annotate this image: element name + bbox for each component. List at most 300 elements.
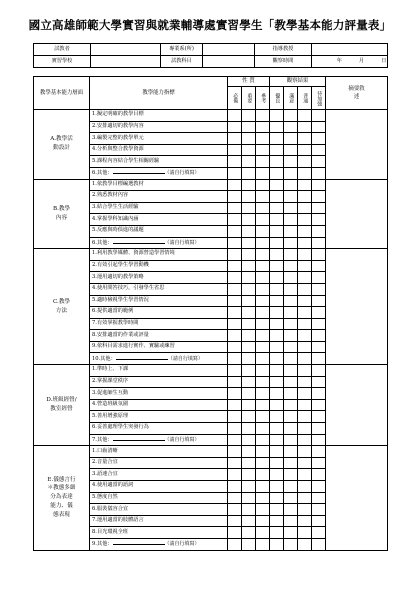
rating-cell[interactable] [284, 423, 298, 435]
nature-header: 性 質 [228, 77, 270, 87]
rating-cell[interactable] [256, 365, 270, 377]
rating-cell[interactable] [228, 515, 242, 527]
rating-cell[interactable] [312, 133, 326, 145]
notes-cell[interactable] [326, 110, 388, 180]
rating-cell[interactable] [312, 341, 326, 353]
rating-cell[interactable] [284, 214, 298, 226]
rating-cell[interactable] [270, 133, 284, 145]
rating-cell[interactable] [242, 423, 256, 435]
rating-cell[interactable] [256, 388, 270, 400]
rating-cell[interactable] [256, 353, 270, 365]
rating-cell[interactable] [242, 527, 256, 539]
rating-cell[interactable] [270, 423, 284, 435]
rating-cell[interactable] [284, 191, 298, 203]
rating-cell[interactable] [270, 202, 284, 214]
rating-cell[interactable] [284, 237, 298, 249]
rating-cell[interactable] [284, 249, 298, 261]
rating-cell[interactable] [298, 504, 312, 516]
rating-cell[interactable] [242, 283, 256, 295]
rating-cell[interactable] [256, 179, 270, 191]
other-fill-line[interactable] [116, 355, 168, 360]
rating-cell[interactable] [270, 446, 284, 458]
rating-cell[interactable] [242, 214, 256, 226]
rating-cell[interactable] [256, 307, 270, 319]
rating-cell[interactable] [256, 110, 270, 122]
rating-cell[interactable] [298, 272, 312, 284]
rating-cell[interactable] [228, 110, 242, 122]
rating-cell[interactable] [298, 446, 312, 458]
rating-cell[interactable] [270, 214, 284, 226]
rating-cell[interactable] [270, 411, 284, 423]
rating-cell[interactable] [256, 481, 270, 493]
rating-cell[interactable] [312, 457, 326, 469]
rating-cell[interactable] [242, 388, 256, 400]
dept-label: 專業系(所) [161, 44, 203, 56]
rating-cell[interactable] [298, 191, 312, 203]
rating-cell[interactable] [256, 492, 270, 504]
rating-cell[interactable] [312, 214, 326, 226]
col-header-0: 必備 [228, 87, 242, 110]
rating-cell[interactable] [256, 144, 270, 156]
rating-cell[interactable] [298, 167, 312, 179]
rating-cell[interactable] [228, 191, 242, 203]
rating-cell[interactable] [256, 249, 270, 261]
rating-cell[interactable] [312, 156, 326, 168]
indicator-item: 8.安排適當的作業或評量 [90, 330, 228, 342]
rating-cell[interactable] [298, 376, 312, 388]
rating-cell[interactable] [312, 121, 326, 133]
rating-cell[interactable] [256, 411, 270, 423]
rating-cell[interactable] [256, 214, 270, 226]
rating-cell[interactable] [298, 527, 312, 539]
rating-cell[interactable] [298, 237, 312, 249]
rating-cell[interactable] [298, 318, 312, 330]
rating-cell[interactable] [298, 538, 312, 550]
rating-cell[interactable] [228, 376, 242, 388]
rating-cell[interactable] [284, 353, 298, 365]
rating-cell[interactable] [228, 388, 242, 400]
rating-cell[interactable] [284, 179, 298, 191]
rating-cell[interactable] [242, 167, 256, 179]
rating-cell[interactable] [284, 144, 298, 156]
rating-cell[interactable] [270, 527, 284, 539]
rating-cell[interactable] [298, 411, 312, 423]
rating-cell[interactable] [228, 237, 242, 249]
rating-cell[interactable] [228, 249, 242, 261]
rating-cell[interactable] [242, 341, 256, 353]
rating-cell[interactable] [228, 307, 242, 319]
rating-cell[interactable] [228, 527, 242, 539]
rating-cell[interactable] [256, 469, 270, 481]
rating-cell[interactable] [228, 492, 242, 504]
rating-cell[interactable] [242, 399, 256, 411]
advisor-label: 指導教授 [255, 44, 312, 56]
rating-cell[interactable] [242, 365, 256, 377]
rating-cell[interactable] [298, 260, 312, 272]
rating-cell[interactable] [284, 133, 298, 145]
rating-cell[interactable] [228, 214, 242, 226]
rating-cell[interactable] [298, 515, 312, 527]
rating-cell[interactable] [228, 133, 242, 145]
rating-cell[interactable] [256, 318, 270, 330]
rating-cell[interactable] [256, 191, 270, 203]
rating-cell[interactable] [242, 515, 256, 527]
rating-cell[interactable] [312, 249, 326, 261]
rating-cell[interactable] [270, 481, 284, 493]
rating-cell[interactable] [284, 121, 298, 133]
rating-cell[interactable] [312, 202, 326, 214]
col-header-5: 普通 [298, 87, 312, 110]
rating-cell[interactable] [242, 492, 256, 504]
rating-cell[interactable] [312, 504, 326, 516]
rating-cell[interactable] [312, 283, 326, 295]
rating-cell[interactable] [256, 260, 270, 272]
rating-cell[interactable] [312, 434, 326, 446]
rating-cell[interactable] [298, 365, 312, 377]
rating-cell[interactable] [298, 133, 312, 145]
other-fill-line[interactable] [113, 540, 165, 545]
rating-cell[interactable] [298, 214, 312, 226]
rating-cell[interactable] [298, 492, 312, 504]
rating-cell[interactable] [256, 434, 270, 446]
col-header-3: 優良 [270, 87, 284, 110]
rating-cell[interactable] [298, 399, 312, 411]
rating-cell[interactable] [242, 272, 256, 284]
rating-cell[interactable] [312, 481, 326, 493]
rating-cell[interactable] [228, 272, 242, 284]
dept-field[interactable] [203, 44, 255, 56]
rating-cell[interactable] [242, 191, 256, 203]
rating-cell[interactable] [242, 318, 256, 330]
rating-cell[interactable] [312, 307, 326, 319]
rating-cell[interactable] [228, 318, 242, 330]
rating-cell[interactable] [312, 446, 326, 458]
rating-cell[interactable] [284, 283, 298, 295]
rating-cell[interactable] [242, 411, 256, 423]
rating-cell[interactable] [312, 365, 326, 377]
rating-cell[interactable] [270, 434, 284, 446]
rating-cell[interactable] [242, 504, 256, 516]
rating-cell[interactable] [228, 423, 242, 435]
rating-cell[interactable] [228, 260, 242, 272]
rating-cell[interactable] [298, 179, 312, 191]
rating-cell[interactable] [256, 446, 270, 458]
rating-cell[interactable] [242, 225, 256, 237]
rating-cell[interactable] [256, 341, 270, 353]
rating-cell[interactable] [270, 167, 284, 179]
indicator-item: 2.掌握課堂秩序 [90, 376, 228, 388]
rating-cell[interactable] [298, 341, 312, 353]
rating-cell[interactable] [270, 492, 284, 504]
rating-cell[interactable] [270, 504, 284, 516]
rating-cell[interactable] [284, 457, 298, 469]
rating-cell[interactable] [284, 446, 298, 458]
notes-cell[interactable] [326, 365, 388, 446]
rating-cell[interactable] [242, 469, 256, 481]
rating-cell[interactable] [242, 202, 256, 214]
rating-cell[interactable] [270, 515, 284, 527]
rating-cell[interactable] [312, 295, 326, 307]
rating-cell[interactable] [242, 457, 256, 469]
rating-cell[interactable] [242, 434, 256, 446]
rating-cell[interactable] [284, 272, 298, 284]
rating-cell[interactable] [256, 121, 270, 133]
rating-cell[interactable] [228, 156, 242, 168]
rating-cell[interactable] [270, 388, 284, 400]
rating-cell[interactable] [256, 295, 270, 307]
rating-cell[interactable] [312, 353, 326, 365]
rating-cell[interactable] [298, 307, 312, 319]
rating-cell[interactable] [284, 481, 298, 493]
notes-cell[interactable] [326, 249, 388, 365]
rating-cell[interactable] [242, 538, 256, 550]
rating-cell[interactable] [312, 330, 326, 342]
rating-cell[interactable] [242, 237, 256, 249]
rating-cell[interactable] [298, 144, 312, 156]
rating-cell[interactable] [284, 411, 298, 423]
rating-cell[interactable] [228, 202, 242, 214]
rating-cell[interactable] [228, 167, 242, 179]
rating-cell[interactable] [298, 283, 312, 295]
rating-cell[interactable] [284, 307, 298, 319]
rating-cell[interactable] [298, 110, 312, 122]
rating-cell[interactable] [312, 179, 326, 191]
rating-cell[interactable] [284, 167, 298, 179]
rating-cell[interactable] [284, 504, 298, 516]
rating-cell[interactable] [256, 457, 270, 469]
rating-cell[interactable] [270, 191, 284, 203]
other-fill-line[interactable] [113, 169, 165, 174]
rating-cell[interactable] [312, 423, 326, 435]
rating-cell[interactable] [284, 388, 298, 400]
rating-cell[interactable] [242, 353, 256, 365]
rating-cell[interactable] [242, 446, 256, 458]
rating-cell[interactable] [228, 504, 242, 516]
rating-cell[interactable] [270, 353, 284, 365]
rating-cell[interactable] [312, 469, 326, 481]
rating-cell[interactable] [298, 423, 312, 435]
indicator-item: 5.課程內容結合學生相關經驗 [90, 156, 228, 168]
rating-cell[interactable] [256, 330, 270, 342]
rating-cell[interactable] [312, 167, 326, 179]
rating-cell[interactable] [298, 388, 312, 400]
other-fill-line[interactable] [113, 239, 165, 244]
rating-cell[interactable] [256, 283, 270, 295]
rating-cell[interactable] [312, 110, 326, 122]
other-fill-line[interactable] [113, 436, 165, 441]
rating-cell[interactable] [256, 202, 270, 214]
indicator-item: 1.依教學目標編選教材 [90, 179, 228, 191]
rating-cell[interactable] [228, 225, 242, 237]
rating-cell[interactable] [312, 260, 326, 272]
rating-cell[interactable] [298, 249, 312, 261]
rating-cell[interactable] [242, 376, 256, 388]
rating-cell[interactable] [256, 133, 270, 145]
rating-cell[interactable] [284, 225, 298, 237]
rating-cell[interactable] [270, 341, 284, 353]
rating-cell[interactable] [256, 538, 270, 550]
rating-cell[interactable] [270, 457, 284, 469]
rating-cell[interactable] [312, 492, 326, 504]
rating-cell[interactable] [312, 388, 326, 400]
rating-cell[interactable] [228, 283, 242, 295]
rating-cell[interactable] [270, 272, 284, 284]
rating-cell[interactable] [312, 318, 326, 330]
rating-cell[interactable] [256, 237, 270, 249]
indicator-header: 教學能力指標 [90, 77, 228, 110]
rating-cell[interactable] [298, 202, 312, 214]
rating-cell[interactable] [228, 481, 242, 493]
rating-cell[interactable] [228, 295, 242, 307]
rating-cell[interactable] [270, 237, 284, 249]
indicator-item: 8.目光環視全班 [90, 527, 228, 539]
rating-cell[interactable] [242, 121, 256, 133]
subject-field[interactable] [203, 56, 255, 68]
notes-cell[interactable] [326, 179, 388, 249]
rating-cell[interactable] [284, 318, 298, 330]
rating-cell[interactable] [270, 225, 284, 237]
rating-cell[interactable] [228, 446, 242, 458]
rating-cell[interactable] [228, 121, 242, 133]
date-field[interactable] [312, 56, 388, 68]
rating-cell[interactable] [228, 179, 242, 191]
rating-cell[interactable] [256, 527, 270, 539]
rating-cell[interactable] [298, 295, 312, 307]
rating-cell[interactable] [242, 110, 256, 122]
rating-cell[interactable] [256, 156, 270, 168]
rating-cell[interactable] [256, 504, 270, 516]
rating-cell[interactable] [312, 399, 326, 411]
rating-cell[interactable] [298, 457, 312, 469]
rating-cell[interactable] [284, 538, 298, 550]
rating-cell[interactable] [284, 399, 298, 411]
other-note: （請自行填寫） [164, 239, 200, 246]
table-row [34, 179, 388, 191]
rating-cell[interactable] [312, 191, 326, 203]
rating-cell[interactable] [284, 434, 298, 446]
rating-cell[interactable] [284, 260, 298, 272]
rating-cell[interactable] [242, 260, 256, 272]
rating-cell[interactable] [270, 330, 284, 342]
rating-cell[interactable] [270, 260, 284, 272]
rating-cell[interactable] [256, 515, 270, 527]
school-field[interactable] [91, 56, 161, 68]
rating-cell[interactable] [284, 295, 298, 307]
rating-cell[interactable] [270, 399, 284, 411]
rating-cell[interactable] [256, 376, 270, 388]
rating-cell[interactable] [270, 179, 284, 191]
rating-cell[interactable] [242, 179, 256, 191]
rating-cell[interactable] [312, 272, 326, 284]
rating-cell[interactable] [312, 538, 326, 550]
rating-cell[interactable] [228, 399, 242, 411]
rating-cell[interactable] [298, 225, 312, 237]
rating-cell[interactable] [256, 399, 270, 411]
rating-cell[interactable] [284, 492, 298, 504]
rating-cell[interactable] [284, 365, 298, 377]
rating-cell[interactable] [228, 365, 242, 377]
rating-cell[interactable] [228, 330, 242, 342]
indicator-item: 5.態度自然 [90, 492, 228, 504]
rating-cell[interactable] [270, 318, 284, 330]
rating-cell[interactable] [242, 144, 256, 156]
rating-cell[interactable] [270, 538, 284, 550]
rating-cell[interactable] [242, 249, 256, 261]
rating-cell[interactable] [284, 202, 298, 214]
rating-cell[interactable] [228, 341, 242, 353]
rating-cell[interactable] [298, 121, 312, 133]
rating-cell[interactable] [270, 249, 284, 261]
rating-cell[interactable] [284, 469, 298, 481]
rating-cell[interactable] [242, 133, 256, 145]
rating-cell[interactable] [256, 423, 270, 435]
rating-cell[interactable] [270, 295, 284, 307]
rating-cell[interactable] [270, 376, 284, 388]
rating-cell[interactable] [270, 121, 284, 133]
rating-cell[interactable] [312, 376, 326, 388]
rating-cell[interactable] [284, 376, 298, 388]
rating-cell[interactable] [256, 272, 270, 284]
rating-cell[interactable] [242, 330, 256, 342]
rating-cell[interactable] [228, 411, 242, 423]
rating-cell[interactable] [284, 156, 298, 168]
rating-cell[interactable] [242, 481, 256, 493]
rating-cell[interactable] [312, 144, 326, 156]
rating-cell[interactable] [298, 156, 312, 168]
col-header-4: 滿意 [284, 87, 298, 110]
rating-cell[interactable] [256, 225, 270, 237]
rating-cell[interactable] [284, 110, 298, 122]
rating-cell[interactable] [256, 167, 270, 179]
rating-cell[interactable] [312, 225, 326, 237]
rating-cell[interactable] [228, 457, 242, 469]
rating-cell[interactable] [242, 156, 256, 168]
rating-cell[interactable] [270, 365, 284, 377]
rating-cell[interactable] [270, 110, 284, 122]
rating-cell[interactable] [242, 295, 256, 307]
school-label: 實習學校 [34, 56, 91, 68]
rating-cell[interactable] [298, 481, 312, 493]
rating-cell[interactable] [270, 469, 284, 481]
rating-cell[interactable] [228, 434, 242, 446]
result-header: 觀察結果 [270, 77, 326, 87]
notes-cell[interactable] [326, 446, 388, 550]
rating-cell[interactable] [228, 469, 242, 481]
rating-cell[interactable] [284, 527, 298, 539]
rating-cell[interactable] [312, 515, 326, 527]
advisor-field[interactable] [312, 44, 388, 56]
rating-cell[interactable] [270, 283, 284, 295]
rating-cell[interactable] [312, 237, 326, 249]
rating-cell[interactable] [284, 330, 298, 342]
rating-cell[interactable] [242, 307, 256, 319]
rating-cell[interactable] [270, 307, 284, 319]
rating-cell[interactable] [228, 144, 242, 156]
rating-cell[interactable] [312, 527, 326, 539]
rating-cell[interactable] [270, 144, 284, 156]
rating-cell[interactable] [298, 434, 312, 446]
rating-cell[interactable] [228, 538, 242, 550]
rating-cell[interactable] [312, 411, 326, 423]
teacher-field[interactable] [91, 44, 161, 56]
rating-cell[interactable] [298, 353, 312, 365]
rating-cell[interactable] [298, 469, 312, 481]
rating-cell[interactable] [284, 341, 298, 353]
rating-cell[interactable] [298, 330, 312, 342]
rating-cell[interactable] [228, 353, 242, 365]
rating-cell[interactable] [284, 515, 298, 527]
rating-cell[interactable] [270, 156, 284, 168]
